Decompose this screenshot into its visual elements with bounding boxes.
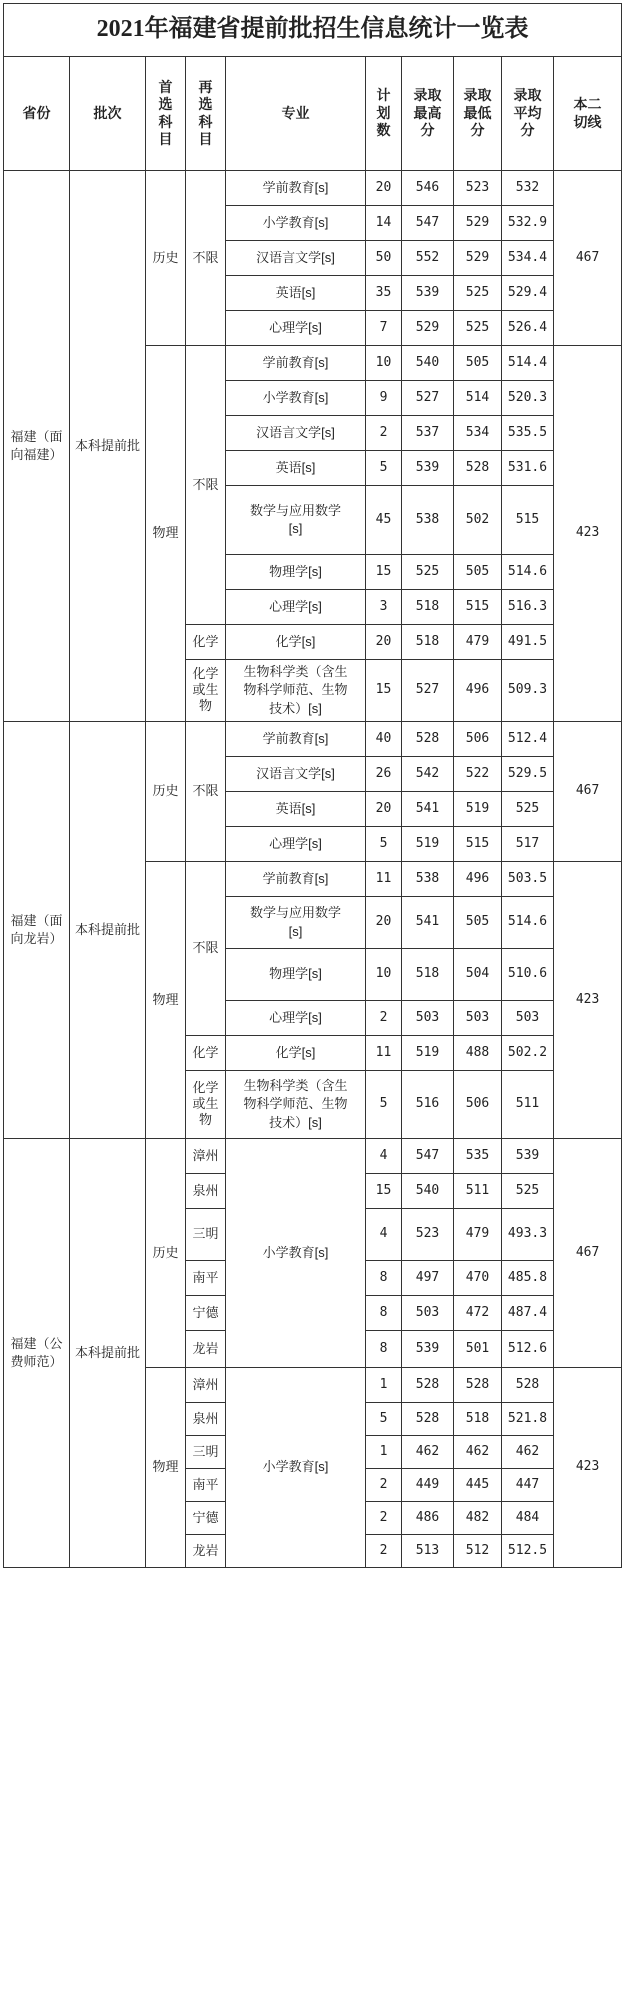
avg-score-cell: 516.3 bbox=[502, 590, 554, 625]
region-cell: 泉州 bbox=[186, 1174, 226, 1209]
major-cell: 汉语言文学[s] bbox=[226, 416, 366, 451]
max-score-cell: 547 bbox=[402, 206, 454, 241]
province-cell: 福建（面向福建） bbox=[4, 171, 70, 722]
max-score-cell: 516 bbox=[402, 1071, 454, 1139]
max-score-cell: 527 bbox=[402, 381, 454, 416]
table-row bbox=[4, 1139, 622, 1174]
avg-score-cell: 510.6 bbox=[502, 949, 554, 1001]
first-subject-cell: 历史 bbox=[146, 1139, 186, 1368]
plan-cell: 35 bbox=[366, 276, 402, 311]
min-score-cell: 496 bbox=[454, 862, 502, 897]
major-cell: 汉语言文学[s] bbox=[226, 241, 366, 276]
avg-score-cell: 528 bbox=[502, 1368, 554, 1403]
max-score-cell: 513 bbox=[402, 1535, 454, 1568]
min-score-cell: 523 bbox=[454, 171, 502, 206]
major-cell: 汉语言文学[s] bbox=[226, 757, 366, 792]
avg-score-cell: 531.6 bbox=[502, 451, 554, 486]
min-score-cell: 505 bbox=[454, 555, 502, 590]
min-score-cell: 470 bbox=[454, 1261, 502, 1296]
major-cell: 英语[s] bbox=[226, 792, 366, 827]
avg-score-cell: 514.4 bbox=[502, 346, 554, 381]
second-subject-cell: 化学 bbox=[186, 625, 226, 660]
max-score-cell: 538 bbox=[402, 862, 454, 897]
min-score-cell: 496 bbox=[454, 660, 502, 722]
plan-cell: 14 bbox=[366, 206, 402, 241]
second-subject-cell: 化学或生物 bbox=[186, 660, 226, 722]
avg-score-cell: 525 bbox=[502, 1174, 554, 1209]
second-subject-cell: 化学 bbox=[186, 1036, 226, 1071]
avg-score-cell: 525 bbox=[502, 792, 554, 827]
max-score-cell: 539 bbox=[402, 1331, 454, 1368]
avg-score-cell: 539 bbox=[502, 1139, 554, 1174]
max-score-cell: 527 bbox=[402, 660, 454, 722]
min-score-cell: 525 bbox=[454, 276, 502, 311]
first-subject-cell: 物理 bbox=[146, 862, 186, 1139]
min-score-cell: 529 bbox=[454, 241, 502, 276]
max-score-cell: 503 bbox=[402, 1001, 454, 1036]
major-cell: 生物科学类（含生物科学师范、生物技术）[s] bbox=[226, 1071, 366, 1139]
region-cell: 三明 bbox=[186, 1209, 226, 1261]
region-cell: 南平 bbox=[186, 1261, 226, 1296]
avg-score-cell: 517 bbox=[502, 827, 554, 862]
max-score-cell: 529 bbox=[402, 311, 454, 346]
region-cell: 泉州 bbox=[186, 1403, 226, 1436]
header-province: 省份 bbox=[4, 57, 70, 171]
header-major: 专业 bbox=[226, 57, 366, 171]
max-score-cell: 523 bbox=[402, 1209, 454, 1261]
header-max-score: 录取最高分 bbox=[402, 57, 454, 171]
region-cell: 漳州 bbox=[186, 1139, 226, 1174]
cutoff-cell: 423 bbox=[554, 862, 622, 1139]
avg-score-cell: 491.5 bbox=[502, 625, 554, 660]
max-score-cell: 519 bbox=[402, 1036, 454, 1071]
plan-cell: 7 bbox=[366, 311, 402, 346]
min-score-cell: 506 bbox=[454, 1071, 502, 1139]
first-subject-cell: 物理 bbox=[146, 346, 186, 722]
major-cell: 心理学[s] bbox=[226, 590, 366, 625]
plan-cell: 15 bbox=[366, 1174, 402, 1209]
plan-cell: 1 bbox=[366, 1368, 402, 1403]
cutoff-cell: 423 bbox=[554, 346, 622, 722]
plan-cell: 11 bbox=[366, 862, 402, 897]
min-score-cell: 506 bbox=[454, 722, 502, 757]
region-cell: 龙岩 bbox=[186, 1535, 226, 1568]
region-cell: 漳州 bbox=[186, 1368, 226, 1403]
min-score-cell: 515 bbox=[454, 590, 502, 625]
min-score-cell: 512 bbox=[454, 1535, 502, 1568]
plan-cell: 8 bbox=[366, 1331, 402, 1368]
avg-score-cell: 515 bbox=[502, 486, 554, 555]
plan-cell: 2 bbox=[366, 1502, 402, 1535]
max-score-cell: 540 bbox=[402, 346, 454, 381]
min-score-cell: 529 bbox=[454, 206, 502, 241]
avg-score-cell: 493.3 bbox=[502, 1209, 554, 1261]
max-score-cell: 541 bbox=[402, 792, 454, 827]
avg-score-cell: 526.4 bbox=[502, 311, 554, 346]
avg-score-cell: 485.8 bbox=[502, 1261, 554, 1296]
plan-cell: 15 bbox=[366, 660, 402, 722]
cutoff-cell: 467 bbox=[554, 722, 622, 862]
min-score-cell: 535 bbox=[454, 1139, 502, 1174]
max-score-cell: 519 bbox=[402, 827, 454, 862]
header-plan: 计划数 bbox=[366, 57, 402, 171]
avg-score-cell: 502.2 bbox=[502, 1036, 554, 1071]
avg-score-cell: 520.3 bbox=[502, 381, 554, 416]
min-score-cell: 505 bbox=[454, 346, 502, 381]
major-cell: 学前教育[s] bbox=[226, 346, 366, 381]
first-subject-cell: 历史 bbox=[146, 722, 186, 862]
plan-cell: 26 bbox=[366, 757, 402, 792]
avg-score-cell: 534.4 bbox=[502, 241, 554, 276]
major-cell: 小学教育[s] bbox=[226, 206, 366, 241]
plan-cell: 2 bbox=[366, 1001, 402, 1036]
min-score-cell: 525 bbox=[454, 311, 502, 346]
province-cell: 福建（公费师范） bbox=[4, 1139, 70, 1568]
batch-cell: 本科提前批 bbox=[70, 1139, 146, 1568]
avg-score-cell: 447 bbox=[502, 1469, 554, 1502]
min-score-cell: 522 bbox=[454, 757, 502, 792]
plan-cell: 5 bbox=[366, 1403, 402, 1436]
first-subject-cell: 历史 bbox=[146, 171, 186, 346]
region-cell: 宁德 bbox=[186, 1296, 226, 1331]
major-cell: 小学教育[s] bbox=[226, 1139, 366, 1368]
major-cell: 学前教育[s] bbox=[226, 862, 366, 897]
avg-score-cell: 512.4 bbox=[502, 722, 554, 757]
min-score-cell: 479 bbox=[454, 625, 502, 660]
header-row bbox=[4, 57, 622, 171]
avg-score-cell: 529.5 bbox=[502, 757, 554, 792]
plan-cell: 11 bbox=[366, 1036, 402, 1071]
plan-cell: 4 bbox=[366, 1209, 402, 1261]
major-cell: 物理学[s] bbox=[226, 949, 366, 1001]
region-cell: 龙岩 bbox=[186, 1331, 226, 1368]
cutoff-cell: 467 bbox=[554, 171, 622, 346]
max-score-cell: 503 bbox=[402, 1296, 454, 1331]
min-score-cell: 501 bbox=[454, 1331, 502, 1368]
avg-score-cell: 529.4 bbox=[502, 276, 554, 311]
max-score-cell: 486 bbox=[402, 1502, 454, 1535]
min-score-cell: 503 bbox=[454, 1001, 502, 1036]
province-cell: 福建（面向龙岩） bbox=[4, 722, 70, 1139]
plan-cell: 10 bbox=[366, 346, 402, 381]
max-score-cell: 542 bbox=[402, 757, 454, 792]
avg-score-cell: 484 bbox=[502, 1502, 554, 1535]
major-cell: 生物科学类（含生物科学师范、生物技术）[s] bbox=[226, 660, 366, 722]
max-score-cell: 497 bbox=[402, 1261, 454, 1296]
major-cell: 学前教育[s] bbox=[226, 171, 366, 206]
plan-cell: 4 bbox=[366, 1139, 402, 1174]
admission-table bbox=[3, 3, 622, 1568]
min-score-cell: 519 bbox=[454, 792, 502, 827]
avg-score-cell: 511 bbox=[502, 1071, 554, 1139]
min-score-cell: 534 bbox=[454, 416, 502, 451]
major-cell: 心理学[s] bbox=[226, 311, 366, 346]
avg-score-cell: 512.6 bbox=[502, 1331, 554, 1368]
max-score-cell: 528 bbox=[402, 1368, 454, 1403]
plan-cell: 1 bbox=[366, 1436, 402, 1469]
min-score-cell: 514 bbox=[454, 381, 502, 416]
min-score-cell: 488 bbox=[454, 1036, 502, 1071]
min-score-cell: 502 bbox=[454, 486, 502, 555]
avg-score-cell: 462 bbox=[502, 1436, 554, 1469]
avg-score-cell: 487.4 bbox=[502, 1296, 554, 1331]
major-cell: 数学与应用数学[s] bbox=[226, 897, 366, 949]
avg-score-cell: 532.9 bbox=[502, 206, 554, 241]
major-cell: 心理学[s] bbox=[226, 827, 366, 862]
max-score-cell: 528 bbox=[402, 1403, 454, 1436]
min-score-cell: 528 bbox=[454, 451, 502, 486]
table-row bbox=[4, 722, 622, 757]
plan-cell: 2 bbox=[366, 416, 402, 451]
max-score-cell: 539 bbox=[402, 451, 454, 486]
plan-cell: 2 bbox=[366, 1469, 402, 1502]
avg-score-cell: 535.5 bbox=[502, 416, 554, 451]
min-score-cell: 445 bbox=[454, 1469, 502, 1502]
max-score-cell: 518 bbox=[402, 949, 454, 1001]
min-score-cell: 528 bbox=[454, 1368, 502, 1403]
avg-score-cell: 514.6 bbox=[502, 897, 554, 949]
major-cell: 英语[s] bbox=[226, 451, 366, 486]
plan-cell: 20 bbox=[366, 897, 402, 949]
second-subject-cell: 化学或生物 bbox=[186, 1071, 226, 1139]
plan-cell: 8 bbox=[366, 1261, 402, 1296]
major-cell: 英语[s] bbox=[226, 276, 366, 311]
header-second-subject: 再选科目 bbox=[186, 57, 226, 171]
admission-table-sheet bbox=[3, 3, 622, 1568]
region-cell: 三明 bbox=[186, 1436, 226, 1469]
header-first-subject: 首选科目 bbox=[146, 57, 186, 171]
min-score-cell: 472 bbox=[454, 1296, 502, 1331]
max-score-cell: 552 bbox=[402, 241, 454, 276]
cutoff-cell: 423 bbox=[554, 1368, 622, 1568]
max-score-cell: 540 bbox=[402, 1174, 454, 1209]
major-cell: 化学[s] bbox=[226, 625, 366, 660]
major-cell: 学前教育[s] bbox=[226, 722, 366, 757]
max-score-cell: 547 bbox=[402, 1139, 454, 1174]
region-cell: 南平 bbox=[186, 1469, 226, 1502]
plan-cell: 5 bbox=[366, 1071, 402, 1139]
region-cell: 宁德 bbox=[186, 1502, 226, 1535]
plan-cell: 40 bbox=[366, 722, 402, 757]
plan-cell: 5 bbox=[366, 451, 402, 486]
max-score-cell: 449 bbox=[402, 1469, 454, 1502]
batch-cell: 本科提前批 bbox=[70, 171, 146, 722]
max-score-cell: 525 bbox=[402, 555, 454, 590]
batch-cell: 本科提前批 bbox=[70, 722, 146, 1139]
second-subject-cell: 不限 bbox=[186, 346, 226, 625]
min-score-cell: 515 bbox=[454, 827, 502, 862]
major-cell: 物理学[s] bbox=[226, 555, 366, 590]
avg-score-cell: 503 bbox=[502, 1001, 554, 1036]
plan-cell: 45 bbox=[366, 486, 402, 555]
min-score-cell: 518 bbox=[454, 1403, 502, 1436]
min-score-cell: 504 bbox=[454, 949, 502, 1001]
table-row bbox=[4, 171, 622, 206]
header-cutoff: 本二切线 bbox=[554, 57, 622, 171]
plan-cell: 3 bbox=[366, 590, 402, 625]
plan-cell: 50 bbox=[366, 241, 402, 276]
second-subject-cell: 不限 bbox=[186, 862, 226, 1036]
min-score-cell: 462 bbox=[454, 1436, 502, 1469]
avg-score-cell: 503.5 bbox=[502, 862, 554, 897]
major-cell: 心理学[s] bbox=[226, 1001, 366, 1036]
plan-cell: 20 bbox=[366, 625, 402, 660]
major-cell: 数学与应用数学[s] bbox=[226, 486, 366, 555]
major-cell: 化学[s] bbox=[226, 1036, 366, 1071]
table-title: 2021年福建省提前批招生信息统计一览表 bbox=[4, 4, 622, 57]
max-score-cell: 538 bbox=[402, 486, 454, 555]
max-score-cell: 541 bbox=[402, 897, 454, 949]
max-score-cell: 518 bbox=[402, 590, 454, 625]
plan-cell: 9 bbox=[366, 381, 402, 416]
plan-cell: 20 bbox=[366, 171, 402, 206]
min-score-cell: 479 bbox=[454, 1209, 502, 1261]
avg-score-cell: 521.8 bbox=[502, 1403, 554, 1436]
avg-score-cell: 532 bbox=[502, 171, 554, 206]
header-batch: 批次 bbox=[70, 57, 146, 171]
min-score-cell: 505 bbox=[454, 897, 502, 949]
avg-score-cell: 514.6 bbox=[502, 555, 554, 590]
plan-cell: 8 bbox=[366, 1296, 402, 1331]
plan-cell: 5 bbox=[366, 827, 402, 862]
max-score-cell: 528 bbox=[402, 722, 454, 757]
avg-score-cell: 512.5 bbox=[502, 1535, 554, 1568]
cutoff-cell: 467 bbox=[554, 1139, 622, 1368]
major-cell: 小学教育[s] bbox=[226, 381, 366, 416]
header-avg-score: 录取平均分 bbox=[502, 57, 554, 171]
major-cell: 小学教育[s] bbox=[226, 1368, 366, 1568]
max-score-cell: 537 bbox=[402, 416, 454, 451]
min-score-cell: 511 bbox=[454, 1174, 502, 1209]
plan-cell: 2 bbox=[366, 1535, 402, 1568]
max-score-cell: 546 bbox=[402, 171, 454, 206]
min-score-cell: 482 bbox=[454, 1502, 502, 1535]
avg-score-cell: 509.3 bbox=[502, 660, 554, 722]
max-score-cell: 518 bbox=[402, 625, 454, 660]
second-subject-cell: 不限 bbox=[186, 722, 226, 862]
plan-cell: 20 bbox=[366, 792, 402, 827]
table-body bbox=[4, 171, 622, 1568]
max-score-cell: 539 bbox=[402, 276, 454, 311]
second-subject-cell: 不限 bbox=[186, 171, 226, 346]
max-score-cell: 462 bbox=[402, 1436, 454, 1469]
plan-cell: 15 bbox=[366, 555, 402, 590]
plan-cell: 10 bbox=[366, 949, 402, 1001]
first-subject-cell: 物理 bbox=[146, 1368, 186, 1568]
header-min-score: 录取最低分 bbox=[454, 57, 502, 171]
